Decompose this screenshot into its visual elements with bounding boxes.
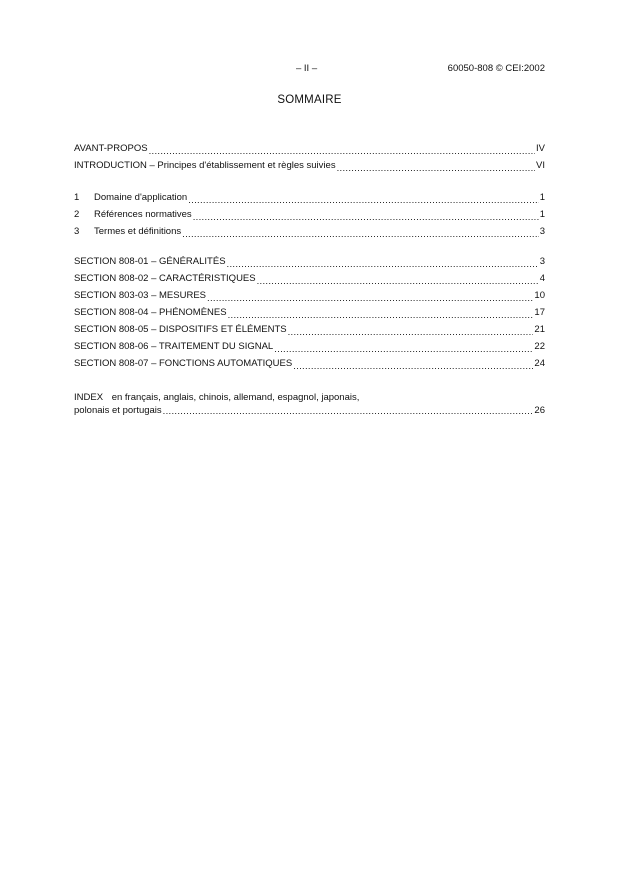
toc-entry-label: SECTION 808-06 – TRAITEMENT DU SIGNAL [74, 341, 274, 352]
leader-dots [337, 161, 535, 174]
toc-entry-introduction[interactable] [74, 157, 545, 174]
leader-dots [288, 325, 534, 338]
toc-entry-label: SECTION 808-07 – FONCTIONS AUTOMATIQUES [74, 358, 293, 369]
toc-entry-number: 1 [74, 192, 80, 203]
page-header [0, 63, 619, 77]
leader-dots [193, 210, 539, 223]
index-languages-continued: polonais et portugais [74, 405, 162, 416]
toc-entry-page: 21 [534, 324, 545, 335]
toc-entry-label: SECTION 808-01 – GÉNÉRALITÉS [74, 256, 226, 267]
toc-entry-page: 24 [534, 358, 545, 369]
toc-entry-section[interactable] [74, 270, 545, 287]
page-number: – II – [296, 63, 318, 74]
toc-clauses [74, 189, 545, 240]
toc-entry-label: Termes et définitions [94, 226, 182, 237]
toc-entry-page: 3 [539, 226, 545, 237]
toc-entry-references[interactable] [74, 206, 545, 223]
leader-dots [163, 406, 534, 417]
toc-entry-page: 26 [534, 405, 545, 416]
toc-entry-label: INTRODUCTION – Principes d'établissement et règles suivies [74, 160, 336, 171]
index-languages: en français, anglais, chinois, allemand, espagnol, japonais, [111, 392, 360, 403]
page-title: SOMMAIRE [277, 94, 342, 106]
toc-entry-page: 4 [539, 273, 545, 284]
toc-entry-page: 22 [534, 341, 545, 352]
toc-entry-label: Références normatives [94, 209, 192, 220]
toc-entry-page: 17 [534, 307, 545, 318]
leader-dots [207, 291, 533, 304]
toc-entry-section[interactable] [74, 304, 545, 321]
leader-dots [182, 227, 539, 240]
toc-entry-avant-propos[interactable] [74, 140, 545, 157]
leader-dots [293, 359, 533, 372]
toc-entry-label: Domaine d'application [94, 192, 188, 203]
leader-dots [228, 308, 534, 321]
index-line-2 [74, 404, 545, 417]
toc-entry-section[interactable] [74, 321, 545, 338]
toc-entry-domaine[interactable] [74, 189, 545, 206]
toc-sections [74, 253, 545, 372]
index-keyword: INDEX [74, 392, 104, 403]
toc-entry-label: SECTION 808-04 – PHÉNOMÈNES [74, 307, 227, 318]
toc-entry-page: 1 [539, 192, 545, 203]
leader-dots [274, 342, 533, 355]
toc-front-matter [74, 140, 545, 174]
toc-entry-index[interactable] [74, 392, 545, 417]
toc-entry-page: 1 [539, 209, 545, 220]
leader-dots [227, 257, 539, 270]
leader-dots [149, 144, 535, 157]
index-line-1 [74, 392, 545, 404]
toc-entry-number: 3 [74, 226, 80, 237]
leader-dots [257, 274, 539, 287]
toc-entry-label: SECTION 808-02 – CARACTÉRISTIQUES [74, 273, 256, 284]
toc-entry-section[interactable] [74, 287, 545, 304]
toc-entry-label: AVANT-PROPOS [74, 143, 148, 154]
document-reference: 60050-808 © CEI:2002 [447, 63, 545, 74]
toc-entry-page: VI [536, 160, 545, 171]
toc-entry-section[interactable] [74, 253, 545, 270]
toc-entry-label: SECTION 803-03 – MESURES [74, 290, 206, 301]
toc-entry-termes[interactable] [74, 223, 545, 240]
toc-entry-page: 10 [534, 290, 545, 301]
toc-entry-page: IV [536, 143, 545, 154]
toc-entry-section[interactable] [74, 338, 545, 355]
toc-entry-section[interactable] [74, 355, 545, 372]
toc-entry-page: 3 [539, 256, 545, 267]
toc-entry-number: 2 [74, 209, 80, 220]
leader-dots [188, 193, 539, 206]
toc-entry-label: SECTION 808-05 – DISPOSITIFS ET ÉLÉMENTS [74, 324, 287, 335]
